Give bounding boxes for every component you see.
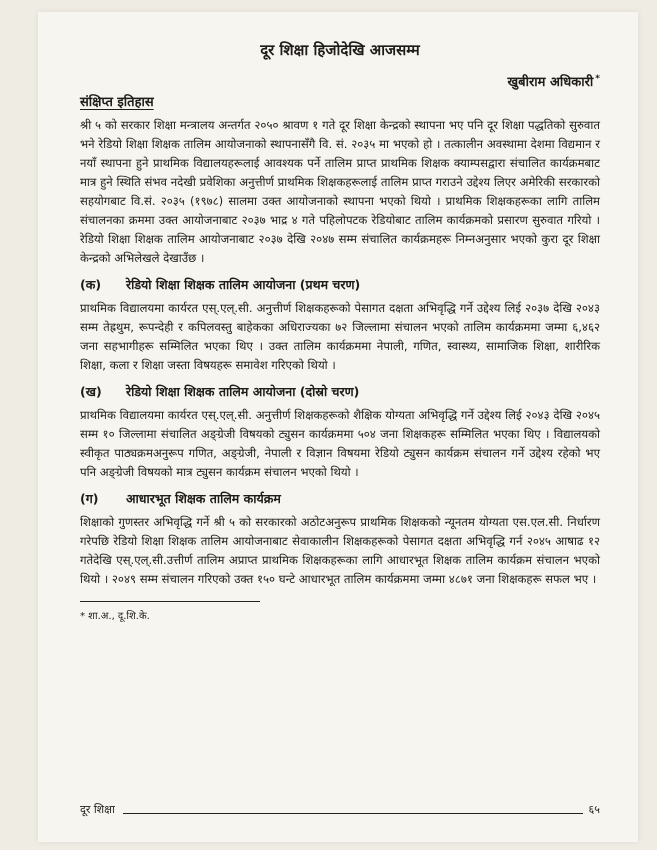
section-label: (क): [80, 277, 102, 292]
section-heading-ka: [80, 276, 600, 293]
intro-heading: संक्षिप्त इतिहास: [80, 95, 154, 110]
page-footer: [80, 802, 600, 817]
footnote: * शा.अ., दू.शि.के.: [80, 611, 150, 622]
section-label: (ख): [80, 384, 102, 399]
intro-paragraph: श्री ५ को सरकार शिक्षा मन्त्रालय अन्तर्गत २०५० श्रावण १ गते दूर शिक्षा केन्द्रको स्थापना भए पनि दूर शिक्षा पद्धतिको सुरुवात भने रेडियो शिक्षा शिक्षक तालिम आयोजनाको स्थापनासँगै वि. सं. २०३५ मा भएको हो । तत्कालीन अवस्थामा देशमा विद्यमान र नयाँ स्थापना हुने प्राथमिक विद्यालयहरूलाई आवश्यक पर्ने तालिम प्राप्त प्राथमिक शिक्षक क्याम्पसद्वारा संचालित कार्यक्रमबाट मात्र हुने स्थिति संभव नदेखी प्रवेशिका अनुत्तीर्ण प्राथमिक शिक्षकहरूलाई तालिम प्राप्त गराउने उद्देश्य लिएर अमेरिकी सरकारको सहयोगबाट वि.सं. २०३५ (१९७८) सालमा उक्त आयोजनाको स्थापना भएको थियो । प्राथमिक शिक्षकहरूका लागि तालिम संचालनका क्रममा उक्त आयोजनाबाट २०३७ भाद्र ४ गते पहिलोपटक रेडियोबाट तालिम कार्यक्रमको प्रसारण सुरुवात गरियो । रेडियो शिक्षा शिक्षक तालिम आयोजनाबाट २०३७ देखि २०४७ सम्म संचालित कार्यक्रमहरू निम्नअनुसार भएको कुरा दूर शिक्षा केन्द्रको अभिलेखले देखाउँछ ।: [80, 118, 600, 265]
footer-rule: [123, 813, 583, 814]
author-name: [508, 72, 600, 90]
page-number: ६५: [588, 803, 600, 816]
section-paragraph-ka: प्राथमिक विद्यालयमा कार्यरत एस्.एल्.सी. अनुत्तीर्ण शिक्षकहरूको पेसागत दक्षता अभिवृद्धि गर्ने उद्देश्य लिई २०३७ देखि २०४३ सम्म तेह्रथुम, रूपन्देही र कपिलवस्तु बाहेकका अधिराज्यका ७२ जिल्लामा संचालन भएको तालिम कार्यक्रममा जम्मा ६,४६२ जना सहभागीहरू सम्मिलित भएका थिए । उक्त तालिम कार्यक्रममा नेपाली, गणित, स्वास्थ्य, सामाजिक शिक्षा, शारीरिक शिक्षा, कला र शिक्षा जस्ता विषयहरू समावेश गरिएको थियो ।: [80, 301, 600, 372]
section-paragraph-kha: प्राथमिक विद्यालयमा कार्यरत एस्.एल्.सी. अनुत्तीर्ण शिक्षकहरूको शैक्षिक योग्यता अभिवृद्धि गर्ने उद्देश्य लिई २०४३ देखि २०४५ सम्म १० जिल्लामा संचालित अङ्ग्रेजी विषयको ट्युसन कार्यक्रममा ५०४ जना शिक्षकहरू सम्मिलित भएका थिए । विद्यालयको स्वीकृत पाठ्यक्रमअनुरूप गणित, अङ्ग्रेजी, नेपाली र विज्ञान विषयमा रेडियो ट्युसन कार्यक्रम संचालन गर्ने उद्देश्य रहेको भए पनि अङ्ग्रेजी विषयको मात्र ट्युसन कार्यक्रम संचालन भएको थियो ।: [80, 408, 600, 479]
section-label: (ग): [80, 491, 99, 506]
section-title: रेडियो शिक्षा शिक्षक तालिम आयोजना (प्रथम चरण): [126, 277, 361, 292]
section-paragraph-ga: शिक्षाको गुणस्तर अभिवृद्धि गर्ने श्री ५ को सरकारको अठोटअनुरूप प्राथमिक शिक्षकको न्यूनतम योग्यता एस.एल.सी. निर्धारण गरेपछि रेडियो शिक्षा शिक्षक तालिम आयोजनाबाट सेवाकालीन शिक्षकहरूको पेसागत दक्षता अभिवृद्धि गर्न २०४५ आषाढ १२ गतेदेखि एस्.एल्.सी.उत्तीर्ण तालिम अप्राप्त प्राथमिक शिक्षकहरूका लागि आधारभूत शिक्षक तालिम कार्यक्रम संचालन भएको थियो । २०४९ सम्म संचालन गरिएको उक्त १५० घन्टे आधारभूत तालिम कार्यक्रममा जम्मा ४८७१ जना शिक्षकहरू सफल भए ।: [80, 515, 600, 586]
document-page: [38, 12, 638, 842]
document-body: [80, 40, 600, 622]
footnote-divider: [80, 601, 260, 602]
section-title: आधारभूत शिक्षक तालिम कार्यक्रम: [126, 491, 281, 506]
article-title: दूर शिक्षा हिजोदेखि आजसम्म: [260, 41, 420, 59]
author-footnote-mark: *: [595, 73, 600, 84]
footer-journal-name: दूर शिक्षा: [80, 803, 115, 816]
author-row: [80, 72, 600, 90]
section-heading-kha: [80, 383, 600, 400]
section-title: रेडियो शिक्षा शिक्षक तालिम आयोजना (दोस्रो चरण): [126, 384, 360, 399]
author-text: खुबीराम अधिकारी: [507, 75, 594, 90]
section-heading-ga: [80, 490, 600, 507]
